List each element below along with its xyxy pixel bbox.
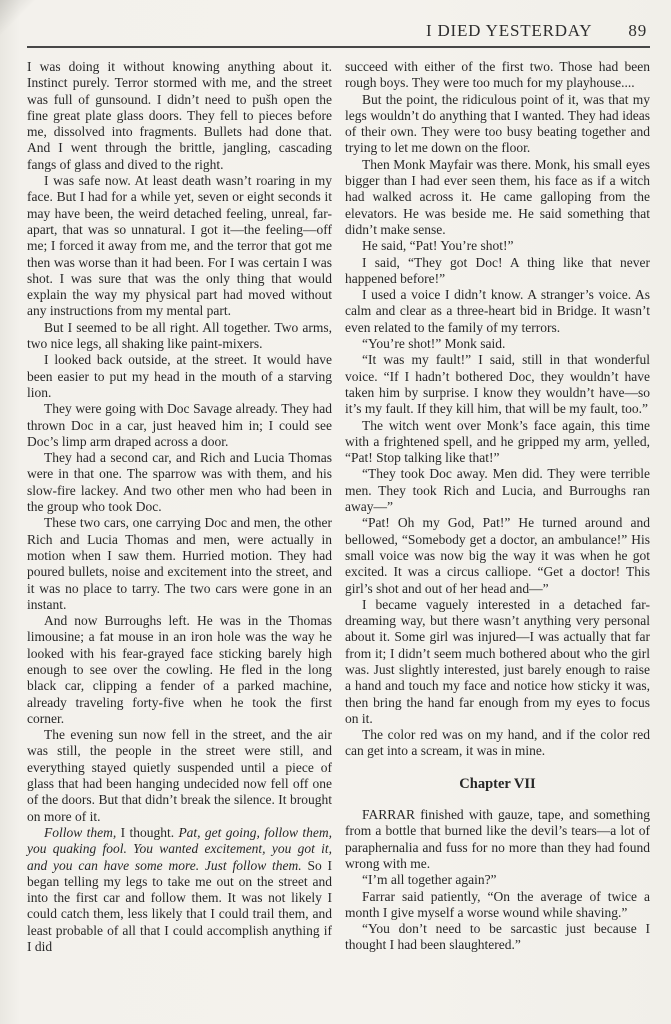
paragraph: The evening sun now fell in the street, and the air was still, the people in the street were still, and everything stayed quietly suspended until a piece of glass that had been hanging undecided now fell off one of the doors. But that didn’t break the silence. It brought on more of it. — [27, 727, 332, 824]
paragraph: “It was my fault!” I said, still in that wonderful voice. “If I hadn’t bothered Doc, they wouldn’t have taken him by surprise. I know they wouldn’t have—so it’s my fault. If they kill him, that will be my fault, too.” — [345, 352, 650, 417]
paragraph: “Pat! Oh my God, Pat!” He turned around and bellowed, “Somebody get a doctor, an ambulance!” His small voice was now big the way it was when he got excited. It was a circus calliope. “Get a doctor! This girl’s shot and out of her head and—” — [345, 515, 650, 596]
paragraph: I used a voice I didn’t know. A stranger’s voice. As calm and clear as a three-heart bid in Bridge. It wasn’t even related to the family of my terrors. — [345, 287, 650, 335]
chapter-heading: Chapter VII — [459, 775, 536, 792]
left-column — [27, 59, 332, 955]
paragraph: “They took Doc away. Men did. They were terrible men. They took Rich and Lucia, and Burroughs ran away—” — [345, 466, 650, 515]
paragraph: But I seemed to be all right. All together. Two arms, two nice legs, all shaking like paint-mixers. — [27, 319, 332, 352]
paragraph: FARRAR finished with gauze, tape, and something from a bottle that burned like the devil’s tears—a lot of paraphernalia and fuss for no more than they had found wrong with me. — [345, 807, 650, 871]
header-rule — [27, 46, 650, 48]
paragraph: “You’re shot!” Monk said. — [362, 336, 506, 352]
paragraph: Farrar said patiently, “On the average of twice a month I give myself a worse wound while shaving.” — [345, 888, 650, 920]
paragraph: I became vaguely interested in a detached far-dreaming way, but there wasn’t anything very personal about it. Some girl was injured—I was actually that far from it; I didn’t seem much bothered about who the girl was. Just slightly interested, just barely enough to raise a hand and touch my face and notice how sticky it was, then bring the hand far enough from my eyes to focus on it. — [345, 596, 650, 726]
paragraph: Follow them, I thought. Pat, get going, follow them, you quaking fool. You wanted excitement, you got it, and you can have some more. Just follow them. So I began telling my legs to take me out on the street and into the first car and follow them. It was not likely I could catch them, less likely that I could trail them, and least probable of all that I could accomplish anything if I did — [27, 824, 332, 955]
text-columns — [27, 59, 650, 955]
paragraph: Then Monk Mayfair was there. Monk, his small eyes bigger than I had ever seen them, his face as if a witch had walked across it. He came galloping from the elevators. He was beside me. He said something that didn’t make sense. — [345, 156, 650, 237]
paragraph: But the point, the ridiculous point of it, was that my legs wouldn’t do anything that I wanted. They had ideas of their own. They were too busy beating together and trying to let me down on the floor. — [345, 91, 650, 156]
paragraph: The witch went over Monk’s face again, this time with a frightened spell, and he gripped my arm, yelled, “Pat! Stop talking like that!” — [345, 417, 650, 466]
paragraph: And now Burroughs left. He was in the Thomas limousine; a fat mouse in an iron hole was the way he looked with his fear-grayed face sticking barely high enough to see over the cowling. He fled in the long black car, clipping a fender of a parked machine, already traveling forty-five when he took the first corner. — [27, 613, 332, 726]
page-number: 89 — [628, 21, 647, 40]
paragraph: succeed with either of the first two. Those had been rough boys. They were too much for my playhouse.... — [345, 59, 650, 91]
paragraph: I was safe now. At least death wasn’t roaring in my face. But I had for a while yet, seven or eight seconds it may have been, the weird detached feeling, unreal, far-apart, that was so unnatural. I got it—the feeling—off me; I forced it away from me, and the terror that got me then was worse than it had been. For I was certain I was shot. I was sure that was the only thing that would explain the way my physical part had moved without any instructions from my mental part. — [27, 173, 332, 319]
paragraph: “You don’t need to be sarcastic just because I thought I had been slaughtered.” — [345, 921, 650, 953]
paragraph: I said, “They got Doc! A thing like that never happened before!” — [345, 254, 650, 286]
paragraph: I was doing it without knowing anything about it. Instinct purely. Terror stormed with me, and the street was full of gunsound. I didn’t need to pušh open the fine great plate glass doors. They fell to pieces before me, dissolved into fragments. Bullets had done that. And I went through the brittle, jangling, cascading fangs of glass and dived to the right. — [27, 59, 332, 172]
right-column — [345, 59, 650, 955]
running-header-title: I DIED YESTERDAY — [425, 21, 593, 40]
running-header — [27, 21, 650, 41]
paragraph: They had a second car, and Rich and Lucia Thomas were in that one. The sparrow was with them, and his slow-fire lackey. And two other men who had been in the group who took Doc. — [27, 450, 332, 515]
paragraph: The color red was on my hand, and if the color red can get into a scream, it was in mine. — [345, 727, 650, 759]
paragraph: These two cars, one carrying Doc and men, the other Rich and Lucia Thomas and men, were actually in motion when I saw them. Hurried motion. They had poured bullets, noise and excitement into the street, and it was no place to tarry. The two cars were gone in an instant. — [27, 515, 332, 612]
paragraph: “I’m all together again?” — [362, 872, 497, 888]
paragraph: I looked back outside, at the street. It would have been easier to put my head in the mouth of a starving lion. — [27, 352, 332, 400]
paragraph: They were going with Doc Savage already. They had thrown Doc in a car, just heaved him in; I could see Doc’s limp arm draped across a door. — [27, 401, 332, 449]
paragraph: He said, “Pat! You’re shot!” — [362, 238, 514, 254]
